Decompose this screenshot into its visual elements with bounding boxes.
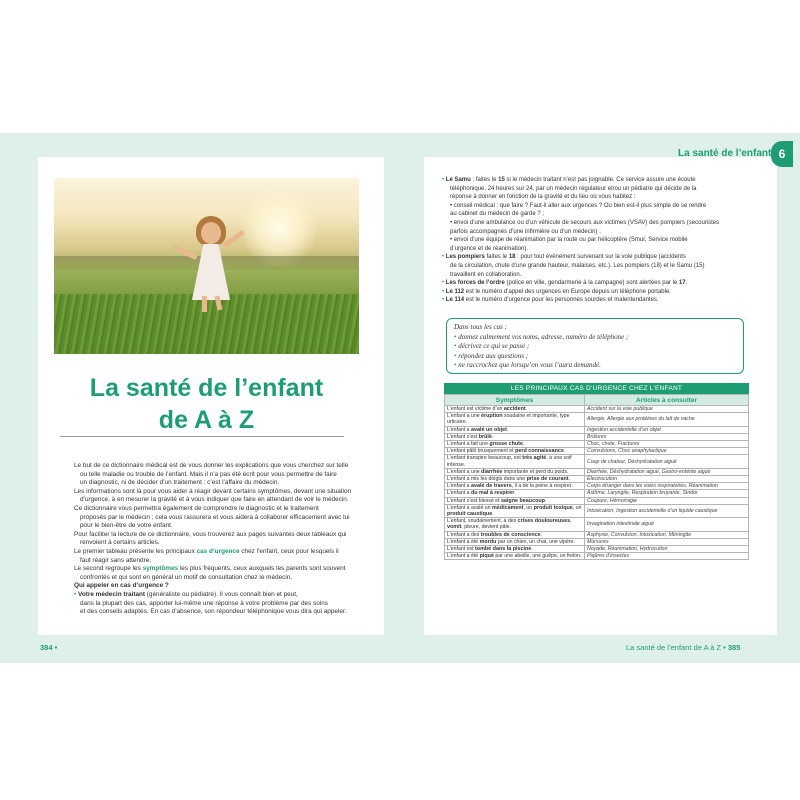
child-leg-left: [202, 296, 207, 312]
table-row: [445, 413, 749, 426]
intro-line: Pour faciliter la lecture de ce dictionnaire, vous trouverez aux pages suivantes deux tableaux qui: [74, 530, 347, 538]
article-cell: Accident sur la voie publique: [585, 406, 749, 413]
page-number-right: La santé de l’enfant de A à Z • 385: [626, 643, 741, 652]
child-head: [201, 222, 221, 244]
symptom-cell: L’enfant a avalé de travers, il a de la peine à respirer.: [445, 483, 585, 490]
article-cell: Allergie, Allergie aux protéines du lait de vache: [585, 413, 749, 426]
intro-text: [74, 462, 362, 617]
intro-line: un diagnostic, ni de décider d’un traitement : c’est l’affaire du médecin.: [80, 479, 280, 487]
table-title: LES PRINCIPAUX CAS D’URGENCE CHEZ L’ENFANT: [444, 383, 749, 394]
article-cell: Invagination intestinale aiguë: [585, 518, 749, 531]
table-row: [445, 448, 749, 455]
samu-option: • conseil médical : que faire ? Faut-il aller aux urgences ? Ou bien est-il plus simple de se rendre: [450, 202, 707, 209]
table-row: [445, 518, 749, 531]
samu-line: réponse à donner en fonction de la gravité et du lieu où vous habitez :: [450, 194, 636, 201]
table-row: [445, 426, 749, 433]
symptom-cell: L’enfant a avalé un médicament, un produit toxique, un produit caustique.: [445, 504, 585, 517]
emergency-table: [444, 394, 749, 560]
symptom-cell: L’enfant a été piqué par une abeille, une guêpe, un frelon.: [445, 553, 585, 560]
chapter-badge: 6: [771, 141, 793, 167]
article-cell: Asthme, Laryngite, Respiration bruyante, Stridor: [585, 490, 749, 497]
table-row: [445, 490, 749, 497]
chapter-title-line2: de A à Z: [158, 406, 255, 434]
advice-callout: [446, 318, 744, 374]
article-cell: Corps étranger dans les voies respiratoires, Réanimation: [585, 483, 749, 490]
article-cell: Asphyxie, Convulsion, Intoxication, Méningite: [585, 531, 749, 538]
pompiers-line: travaillent en collaboration.: [450, 271, 522, 278]
running-head: La santé de l’enfant: [678, 148, 772, 159]
n114-entry: • Le 114 est le numéro d’urgence pour les personnes sourdes et malentendantes.: [442, 297, 659, 304]
article-cell: Choc, chute, Fractures: [585, 441, 749, 448]
pompiers-entry: • Les pompiers faites le 18 : pour tout événement survenant sur la voie publique (accidents: [442, 254, 686, 261]
symptom-cell: L’enfant a avalé un objet.: [445, 426, 585, 433]
table-row: [445, 538, 749, 545]
samu-option: au cabinet du médecin de garde ? ;: [450, 211, 545, 218]
symptom-cell: L’enfant est victime d’un accident.: [445, 406, 585, 413]
chapter-title-line1: La santé de l’enfant: [89, 374, 324, 402]
bullet-icon: •: [454, 342, 457, 350]
symptom-cell: L’enfant a été mordu par un chien, un chat, une vipère.: [445, 538, 585, 545]
symptom-cell: L’enfant, soudainement, a des crises douloureuses, vomit, pleure, devient pâle.: [445, 518, 585, 531]
table-row: [445, 433, 749, 440]
article-cell: Piqûres d’insectes: [585, 553, 749, 560]
callout-item: • ne raccrochez que lorsqu’on vous l’aura demandé.: [454, 361, 601, 369]
article-cell: Ingestion accidentelle d’un objet: [585, 426, 749, 433]
intro-line: Le but de ce dictionnaire médical est de vous donner les explications que vous cherchez sur telle: [74, 462, 349, 469]
bullet-icon: •: [74, 590, 77, 598]
callout-item: • décrivez ce qui se passe ;: [454, 342, 530, 350]
table-row: [445, 546, 749, 553]
samu-option: parfois accompagnés d’une infirmière ou d’un médecin) ;: [450, 228, 601, 235]
intro-line: ou telle maladie ou trouble de l’enfant. Mais il n’a pas été écrit pour vous permettre de faire: [80, 470, 337, 478]
bullet-icon: •: [442, 254, 445, 261]
intro-line: Ce dictionnaire vous permettra également de comprendre le diagnostic et le traitement: [74, 504, 319, 512]
samu-entry: • Le Samu : faites le 15 si le médecin traitant n’est pas joignable. Ce service assure une écoute: [442, 177, 696, 183]
symptom-cell: L’enfant a du mal à respirer.: [445, 490, 585, 497]
column-header-articles: Articles à consulter: [585, 395, 749, 406]
pompiers-line: de la circulation, chute d’une grande hauteur, malaises, etc.). Les pompiers (18) et le Samu (15): [450, 262, 705, 269]
column-header-symptoms: Symptômes: [445, 395, 585, 406]
samu-option: • envoi d’une ambulance ou d’un véhicule de secours aux victimes (VSAV) des pompiers (secouristes: [450, 219, 720, 226]
table-row: [445, 476, 749, 483]
child-dress: [192, 244, 230, 300]
symptom-cell: L’enfant a fait une grosse chute.: [445, 441, 585, 448]
samu-line: téléphonique, 24 heures sur 24, par un médecin régulateur et/ou un pédiatre qui décide de la: [450, 185, 697, 192]
intro-line: pour le bien-être de votre enfant.: [80, 522, 173, 530]
article-cell: Diarrhée, Déshydratation aiguë, Gastro-entérite aiguë: [585, 468, 749, 475]
emergency-numbers: [442, 176, 760, 305]
article-cell: Coup de chaleur, Déshydratation aiguë: [585, 455, 749, 468]
n112-entry: • Le 112 est le numéro d’appel des urgences en Europe depuis un téléphone portable.: [442, 288, 671, 295]
table-row: [445, 406, 749, 413]
doctor-line: et des conseils adaptés. En cas d’absence, son répondeur téléphonique vous dira qui appeler.: [80, 608, 347, 616]
intro-line: faut réagir sans attendre.: [80, 556, 152, 564]
question-heading: Qui appeler en cas d’urgence ?: [74, 582, 169, 590]
highlight-symptomes: symptômes: [142, 565, 179, 573]
symptom-cell: L’enfant est tombé dans la piscine.: [445, 546, 585, 553]
title-divider: [60, 436, 344, 437]
article-cell: Coupure, Hémorragie: [585, 497, 749, 504]
symptom-cell: L’enfant transpire beaucoup, est très agité, a une soif intense.: [445, 455, 585, 468]
police-entry: • Les forces de l’ordre (police en ville, gendarmerie à la campagne) sont alertées par le 17.: [442, 280, 688, 287]
article-cell: Noyade, Réanimation, Hydrocution: [585, 546, 749, 553]
article-cell: Morsures: [585, 538, 749, 545]
doctor-line: dans la plupart des cas, apporter lui-même une réponse à votre problème par des soins: [80, 599, 328, 607]
table-row: [445, 483, 749, 490]
symptom-cell: L’enfant a une diarrhée importante et perd du poids.: [445, 468, 585, 475]
article-cell: Brûlures: [585, 433, 749, 440]
symptom-cell: L’enfant a une éruption soudaine et importante, type urticaire.: [445, 413, 585, 426]
table-row: [445, 497, 749, 504]
symptom-cell: L’enfant pâlit brusquement et perd connaissance.: [445, 448, 585, 455]
bullet-icon: •: [454, 332, 457, 341]
table-row: [445, 531, 749, 538]
symptom-cell: L’enfant s’est blessé et saigne beaucoup.: [445, 497, 585, 504]
page-number-left: 384 •: [40, 643, 58, 652]
bullet-icon: •: [454, 361, 457, 369]
table-row: [445, 455, 749, 468]
intro-line: confrontés et qui sont en général un motif de consultation chez le médecin.: [80, 573, 293, 581]
symptom-cell: L’enfant a mis les doigts dans une prise de courant.: [445, 476, 585, 483]
highlight-cas-urgence: cas d’urgence: [196, 547, 240, 555]
callout-item: • donnez calmement vos noms, adresse, numéro de téléphone ;: [454, 332, 629, 341]
article-cell: Convulsions, Choc anaphylactique: [585, 448, 749, 455]
intro-line: Les informations sont là pour vous aider à réagir devant certains symptômes, devant une situation: [74, 487, 352, 495]
bullet-icon: •: [442, 297, 445, 304]
article-cell: Électrocution: [585, 476, 749, 483]
bullet-icon: •: [442, 288, 445, 295]
symptom-cell: L’enfant s’est brûlé.: [445, 433, 585, 440]
bullet-icon: •: [442, 177, 445, 183]
table-row: [445, 441, 749, 448]
symptom-cell: L’enfant a des troubles de conscience.: [445, 531, 585, 538]
intro-line-urgence: Le premier tableau présente les principaux cas d’urgence chez l’enfant, ceux pour lesquels il: [74, 547, 339, 555]
callout-lead: Dans tous les cas :: [454, 323, 507, 331]
intro-line: d’urgence, à en mesurer la gravité et à vous indiquer que faire en attendant de voir le médecin.: [80, 496, 349, 504]
doctor-paragraph: • Votre médecin traitant (généraliste ou pédiatre). Il vous connaît bien et peut,: [74, 590, 298, 598]
table-row: [445, 504, 749, 517]
table-row: [445, 553, 749, 560]
samu-option: • envoi d’une équipe de réanimation par la route ou par hélicoptère (Smur, Service mobile: [450, 237, 688, 244]
samu-option: d’urgence et de réanimation).: [450, 245, 529, 252]
table-body: [445, 406, 749, 560]
article-cell: Intoxication, Ingestion accidentelle d’un liquide caustique: [585, 504, 749, 517]
table-row: [445, 468, 749, 475]
intro-line-symptomes: Le second regroupe les symptômes les plus fréquents, ceux auxquels les parents sont souvent: [74, 565, 346, 573]
bullet-icon: •: [454, 351, 457, 360]
chapter-title: [54, 372, 359, 436]
intro-line: proposés par le médecin ; cela vous rassurera et vous aidera à collaborer efficacement avec lui: [80, 513, 350, 521]
bullet-icon: •: [442, 280, 445, 287]
intro-line: renvoient à certains articles.: [80, 539, 160, 547]
callout-item: • répondez aux questions ;: [454, 351, 528, 360]
child-photo: [54, 178, 359, 354]
